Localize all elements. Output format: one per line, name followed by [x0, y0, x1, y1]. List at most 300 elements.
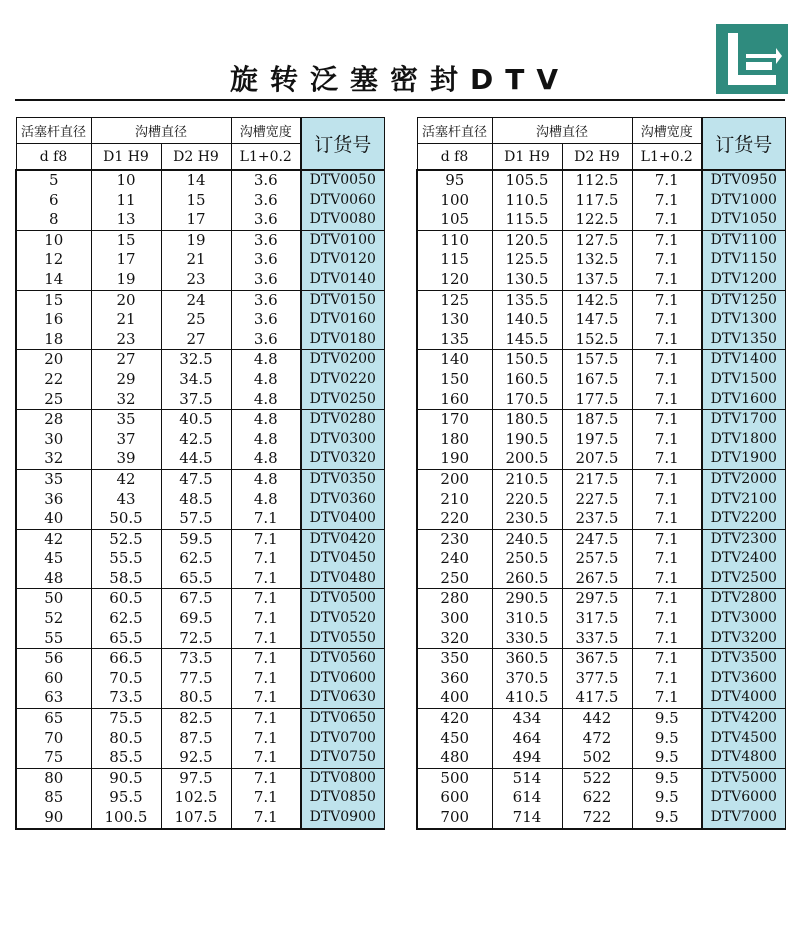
- cell-order-no: DTV0800: [301, 768, 384, 788]
- cell-d1: 230.5: [492, 509, 562, 529]
- cell-order-no: DTV0630: [301, 688, 384, 708]
- cell-d1: 50.5: [91, 509, 161, 529]
- table-row: [417, 350, 785, 370]
- table-row: [16, 469, 384, 489]
- table-row: [16, 768, 384, 788]
- cell-rod-diameter: 5: [16, 170, 91, 191]
- cell-groove-width: 7.1: [632, 688, 702, 708]
- cell-rod-diameter: 300: [417, 609, 492, 629]
- cell-rod-diameter: 56: [16, 649, 91, 669]
- cell-groove-width: 4.8: [231, 350, 301, 370]
- table-row: [16, 410, 384, 430]
- cell-rod-diameter: 160: [417, 390, 492, 410]
- cell-order-no: DTV0220: [301, 370, 384, 390]
- header-order-no: 订货号: [702, 118, 785, 171]
- header-rod-diameter: 活塞杆直径: [16, 118, 91, 144]
- cell-rod-diameter: 75: [16, 748, 91, 768]
- cell-groove-width: 7.1: [632, 649, 702, 669]
- cell-groove-width: 7.1: [231, 649, 301, 669]
- cell-order-no: DTV0900: [301, 808, 384, 829]
- cell-rod-diameter: 115: [417, 250, 492, 270]
- cell-d2: 32.5: [161, 350, 231, 370]
- cell-order-no: DTV0180: [301, 330, 384, 350]
- cell-groove-width: 4.8: [231, 430, 301, 450]
- cell-rod-diameter: 70: [16, 729, 91, 749]
- table-row: [417, 589, 785, 609]
- cell-order-no: DTV2200: [702, 509, 785, 529]
- table-row: [16, 688, 384, 708]
- cell-d1: 80.5: [91, 729, 161, 749]
- cell-d1: 90.5: [91, 768, 161, 788]
- cell-d2: 187.5: [562, 410, 632, 430]
- cell-groove-width: 3.6: [231, 290, 301, 310]
- cell-groove-width: 7.1: [231, 549, 301, 569]
- cell-rod-diameter: 120: [417, 270, 492, 290]
- cell-d2: 522: [562, 768, 632, 788]
- spec-table-right-body: [417, 170, 785, 829]
- cell-d1: 200.5: [492, 449, 562, 469]
- cell-order-no: DTV2300: [702, 529, 785, 549]
- cell-order-no: DTV0560: [301, 649, 384, 669]
- cell-groove-width: 3.6: [231, 210, 301, 230]
- cell-groove-width: 7.1: [632, 390, 702, 410]
- table-row: [16, 569, 384, 589]
- cell-d1: 20: [91, 290, 161, 310]
- cell-d2: 157.5: [562, 350, 632, 370]
- cell-groove-width: 7.1: [231, 709, 301, 729]
- cell-d2: 417.5: [562, 688, 632, 708]
- cell-order-no: DTV0120: [301, 250, 384, 270]
- cell-d2: 23: [161, 270, 231, 290]
- cell-rod-diameter: 140: [417, 350, 492, 370]
- cell-groove-width: 7.1: [632, 350, 702, 370]
- cell-rod-diameter: 60: [16, 669, 91, 689]
- cell-d2: 27: [161, 330, 231, 350]
- cell-d2: 217.5: [562, 469, 632, 489]
- table-row: [417, 549, 785, 569]
- header-order-no: 订货号: [301, 118, 384, 171]
- cell-d1: 250.5: [492, 549, 562, 569]
- cell-d1: 58.5: [91, 569, 161, 589]
- cell-rod-diameter: 700: [417, 808, 492, 829]
- cell-d1: 100.5: [91, 808, 161, 829]
- cell-rod-diameter: 80: [16, 768, 91, 788]
- cell-order-no: DTV1350: [702, 330, 785, 350]
- cell-d1: 73.5: [91, 688, 161, 708]
- cell-order-no: DTV0950: [702, 170, 785, 191]
- table-row: [417, 370, 785, 390]
- cell-groove-width: 7.1: [231, 589, 301, 609]
- table-row: [417, 270, 785, 290]
- cell-d1: 105.5: [492, 170, 562, 191]
- cell-d2: 19: [161, 230, 231, 250]
- cell-order-no: DTV0500: [301, 589, 384, 609]
- cell-d1: 32: [91, 390, 161, 410]
- header-d2-h9: D2 H9: [562, 144, 632, 171]
- cell-order-no: DTV0280: [301, 410, 384, 430]
- table-row: [417, 688, 785, 708]
- cell-d1: 17: [91, 250, 161, 270]
- cell-d1: 65.5: [91, 629, 161, 649]
- table-row: [16, 191, 384, 211]
- cell-groove-width: 7.1: [231, 688, 301, 708]
- cell-groove-width: 7.1: [231, 768, 301, 788]
- cell-order-no: DTV0600: [301, 669, 384, 689]
- table-row: [16, 529, 384, 549]
- table-row: [417, 410, 785, 430]
- table-row: [16, 350, 384, 370]
- cell-rod-diameter: 480: [417, 748, 492, 768]
- cell-order-no: DTV4500: [702, 729, 785, 749]
- table-row: [417, 768, 785, 788]
- cell-d1: 330.5: [492, 629, 562, 649]
- cell-d1: 180.5: [492, 410, 562, 430]
- cell-d2: 42.5: [161, 430, 231, 450]
- cell-d1: 170.5: [492, 390, 562, 410]
- cell-groove-width: 9.5: [632, 709, 702, 729]
- cell-groove-width: 3.6: [231, 330, 301, 350]
- table-row: [417, 748, 785, 768]
- cell-rod-diameter: 105: [417, 210, 492, 230]
- table-row: [16, 748, 384, 768]
- cell-d1: 370.5: [492, 669, 562, 689]
- table-row: [417, 170, 785, 191]
- cell-rod-diameter: 240: [417, 549, 492, 569]
- cell-order-no: DTV1600: [702, 390, 785, 410]
- cell-d2: 112.5: [562, 170, 632, 191]
- cell-rod-diameter: 150: [417, 370, 492, 390]
- cell-d2: 337.5: [562, 629, 632, 649]
- cell-groove-width: 3.6: [231, 310, 301, 330]
- cell-d1: 360.5: [492, 649, 562, 669]
- cell-rod-diameter: 130: [417, 310, 492, 330]
- cell-rod-diameter: 30: [16, 430, 91, 450]
- cell-rod-diameter: 14: [16, 270, 91, 290]
- cell-order-no: DTV0550: [301, 629, 384, 649]
- cell-rod-diameter: 63: [16, 688, 91, 708]
- cell-d2: 80.5: [161, 688, 231, 708]
- cell-groove-width: 7.1: [231, 569, 301, 589]
- cell-d2: 34.5: [161, 370, 231, 390]
- cell-d2: 77.5: [161, 669, 231, 689]
- table-row: [417, 310, 785, 330]
- cell-rod-diameter: 135: [417, 330, 492, 350]
- table-row: [16, 709, 384, 729]
- cell-rod-diameter: 42: [16, 529, 91, 549]
- cell-groove-width: 9.5: [632, 748, 702, 768]
- cell-d1: 23: [91, 330, 161, 350]
- table-row: [16, 250, 384, 270]
- cell-d2: 65.5: [161, 569, 231, 589]
- table-row: [16, 509, 384, 529]
- cell-groove-width: 7.1: [632, 270, 702, 290]
- table-row: [417, 230, 785, 250]
- cell-rod-diameter: 48: [16, 569, 91, 589]
- cell-d2: 167.5: [562, 370, 632, 390]
- cell-d2: 267.5: [562, 569, 632, 589]
- cell-rod-diameter: 180: [417, 430, 492, 450]
- cell-d1: 120.5: [492, 230, 562, 250]
- cell-groove-width: 7.1: [632, 449, 702, 469]
- cell-groove-width: 7.1: [231, 669, 301, 689]
- cell-rod-diameter: 350: [417, 649, 492, 669]
- cell-order-no: DTV0700: [301, 729, 384, 749]
- cell-d1: 66.5: [91, 649, 161, 669]
- cell-order-no: DTV2800: [702, 589, 785, 609]
- cell-d2: 237.5: [562, 509, 632, 529]
- cell-d2: 24: [161, 290, 231, 310]
- cell-groove-width: 7.1: [231, 808, 301, 829]
- header-groove-diameter: 沟槽直径: [91, 118, 231, 144]
- cell-rod-diameter: 100: [417, 191, 492, 211]
- cell-order-no: DTV0160: [301, 310, 384, 330]
- cell-groove-width: 7.1: [231, 748, 301, 768]
- table-row: [16, 490, 384, 510]
- cell-d1: 125.5: [492, 250, 562, 270]
- cell-groove-width: 9.5: [632, 768, 702, 788]
- cell-d2: 92.5: [161, 748, 231, 768]
- table-row: [16, 609, 384, 629]
- cell-d2: 37.5: [161, 390, 231, 410]
- table-row: [16, 649, 384, 669]
- table-row: [417, 569, 785, 589]
- cell-d2: 97.5: [161, 768, 231, 788]
- cell-d2: 107.5: [161, 808, 231, 829]
- cell-d2: 207.5: [562, 449, 632, 469]
- cell-d2: 17: [161, 210, 231, 230]
- cell-rod-diameter: 20: [16, 350, 91, 370]
- cell-order-no: DTV2400: [702, 549, 785, 569]
- table-row: [16, 589, 384, 609]
- cell-d1: 39: [91, 449, 161, 469]
- table-row: [16, 170, 384, 191]
- table-row: [417, 629, 785, 649]
- cell-d2: 15: [161, 191, 231, 211]
- cell-d1: 290.5: [492, 589, 562, 609]
- table-row: [417, 709, 785, 729]
- cell-groove-width: 7.1: [632, 569, 702, 589]
- cell-d1: 410.5: [492, 688, 562, 708]
- cell-order-no: DTV0320: [301, 449, 384, 469]
- cell-order-no: DTV1000: [702, 191, 785, 211]
- cell-order-no: DTV4200: [702, 709, 785, 729]
- cell-groove-width: 7.1: [632, 629, 702, 649]
- table-row: [417, 808, 785, 829]
- cell-groove-width: 7.1: [231, 629, 301, 649]
- cell-order-no: DTV1250: [702, 290, 785, 310]
- cell-rod-diameter: 210: [417, 490, 492, 510]
- cell-groove-width: 3.6: [231, 170, 301, 191]
- cell-rod-diameter: 110: [417, 230, 492, 250]
- cell-order-no: DTV0520: [301, 609, 384, 629]
- cell-d2: 102.5: [161, 788, 231, 808]
- cell-groove-width: 7.1: [632, 230, 702, 250]
- cell-order-no: DTV2100: [702, 490, 785, 510]
- cell-order-no: DTV0080: [301, 210, 384, 230]
- table-row: [16, 390, 384, 410]
- cell-d2: 47.5: [161, 469, 231, 489]
- cell-rod-diameter: 360: [417, 669, 492, 689]
- table-row: [16, 629, 384, 649]
- cell-order-no: DTV3200: [702, 629, 785, 649]
- cell-d2: 122.5: [562, 210, 632, 230]
- cell-rod-diameter: 28: [16, 410, 91, 430]
- cell-d1: 434: [492, 709, 562, 729]
- cell-rod-diameter: 170: [417, 410, 492, 430]
- header-rod-diameter: 活塞杆直径: [417, 118, 492, 144]
- cell-order-no: DTV5000: [702, 768, 785, 788]
- cell-d2: 142.5: [562, 290, 632, 310]
- cell-rod-diameter: 35: [16, 469, 91, 489]
- cell-rod-diameter: 500: [417, 768, 492, 788]
- header-d-f8: d f8: [417, 144, 492, 171]
- cell-rod-diameter: 15: [16, 290, 91, 310]
- cell-order-no: DTV4000: [702, 688, 785, 708]
- cell-rod-diameter: 52: [16, 609, 91, 629]
- cell-d1: 140.5: [492, 310, 562, 330]
- cell-groove-width: 3.6: [231, 191, 301, 211]
- cell-d1: 60.5: [91, 589, 161, 609]
- cell-order-no: DTV0060: [301, 191, 384, 211]
- table-row: [417, 529, 785, 549]
- cell-d2: 152.5: [562, 330, 632, 350]
- cell-rod-diameter: 450: [417, 729, 492, 749]
- table-row: [417, 469, 785, 489]
- cell-groove-width: 9.5: [632, 729, 702, 749]
- cell-rod-diameter: 6: [16, 191, 91, 211]
- table-row: [417, 430, 785, 450]
- cell-d2: 59.5: [161, 529, 231, 549]
- cell-d1: 52.5: [91, 529, 161, 549]
- cell-rod-diameter: 400: [417, 688, 492, 708]
- cell-rod-diameter: 90: [16, 808, 91, 829]
- cell-d2: 132.5: [562, 250, 632, 270]
- table-row: [16, 788, 384, 808]
- cell-groove-width: 4.8: [231, 490, 301, 510]
- cell-groove-width: 4.8: [231, 370, 301, 390]
- cell-d2: 62.5: [161, 549, 231, 569]
- cell-d1: 37: [91, 430, 161, 450]
- cell-order-no: DTV3500: [702, 649, 785, 669]
- cell-d2: 247.5: [562, 529, 632, 549]
- cell-order-no: DTV0450: [301, 549, 384, 569]
- cell-rod-diameter: 45: [16, 549, 91, 569]
- cell-d2: 227.5: [562, 490, 632, 510]
- cell-rod-diameter: 40: [16, 509, 91, 529]
- cell-groove-width: 4.8: [231, 449, 301, 469]
- table-row: [16, 210, 384, 230]
- cell-order-no: DTV7000: [702, 808, 785, 829]
- cell-d2: 137.5: [562, 270, 632, 290]
- cell-rod-diameter: 36: [16, 490, 91, 510]
- cell-d1: 95.5: [91, 788, 161, 808]
- header-groove-width: 沟槽宽度: [231, 118, 301, 144]
- logo-mark: [716, 24, 788, 94]
- cell-rod-diameter: 95: [417, 170, 492, 191]
- cell-groove-width: 7.1: [632, 430, 702, 450]
- table-row: [417, 390, 785, 410]
- table-row: [417, 250, 785, 270]
- table-row: [417, 649, 785, 669]
- cell-d1: 35: [91, 410, 161, 430]
- cell-d2: 69.5: [161, 609, 231, 629]
- cell-groove-width: 7.1: [632, 370, 702, 390]
- cell-d2: 622: [562, 788, 632, 808]
- cell-rod-diameter: 12: [16, 250, 91, 270]
- cell-groove-width: 7.1: [231, 609, 301, 629]
- cell-rod-diameter: 250: [417, 569, 492, 589]
- table-row: [16, 808, 384, 829]
- cell-d2: 367.5: [562, 649, 632, 669]
- cell-order-no: DTV0400: [301, 509, 384, 529]
- cell-groove-width: 4.8: [231, 390, 301, 410]
- cell-groove-width: 7.1: [632, 191, 702, 211]
- cell-d2: 82.5: [161, 709, 231, 729]
- cell-d2: 14: [161, 170, 231, 191]
- cell-d1: 614: [492, 788, 562, 808]
- cell-rod-diameter: 280: [417, 589, 492, 609]
- cell-d1: 55.5: [91, 549, 161, 569]
- cell-rod-diameter: 55: [16, 629, 91, 649]
- cell-order-no: DTV0360: [301, 490, 384, 510]
- cell-rod-diameter: 16: [16, 310, 91, 330]
- cell-rod-diameter: 65: [16, 709, 91, 729]
- header-d1-h9: D1 H9: [91, 144, 161, 171]
- table-row: [16, 230, 384, 250]
- cell-groove-width: 7.1: [632, 669, 702, 689]
- cell-d1: 130.5: [492, 270, 562, 290]
- cell-groove-width: 7.1: [632, 589, 702, 609]
- cell-d1: 310.5: [492, 609, 562, 629]
- cell-d2: 722: [562, 808, 632, 829]
- cell-d2: 442: [562, 709, 632, 729]
- cell-order-no: DTV0480: [301, 569, 384, 589]
- table-row: [417, 729, 785, 749]
- cell-rod-diameter: 8: [16, 210, 91, 230]
- cell-groove-width: 7.1: [632, 609, 702, 629]
- header-groove-width: 沟槽宽度: [632, 118, 702, 144]
- table-row: [417, 490, 785, 510]
- title-divider: [15, 99, 785, 101]
- cell-d1: 145.5: [492, 330, 562, 350]
- spec-table-right: [416, 117, 786, 830]
- cell-d2: 257.5: [562, 549, 632, 569]
- table-row: [16, 729, 384, 749]
- cell-d2: 377.5: [562, 669, 632, 689]
- cell-d2: 67.5: [161, 589, 231, 609]
- cell-d2: 57.5: [161, 509, 231, 529]
- cell-d1: 160.5: [492, 370, 562, 390]
- cell-d1: 43: [91, 490, 161, 510]
- table-row: [16, 370, 384, 390]
- cell-d2: 40.5: [161, 410, 231, 430]
- table-row: [16, 330, 384, 350]
- table-row: [16, 270, 384, 290]
- cell-order-no: DTV1500: [702, 370, 785, 390]
- cell-groove-width: 3.6: [231, 270, 301, 290]
- cell-d2: 127.5: [562, 230, 632, 250]
- cell-d2: 87.5: [161, 729, 231, 749]
- cell-order-no: DTV2500: [702, 569, 785, 589]
- cell-groove-width: 7.1: [231, 509, 301, 529]
- table-row: [16, 290, 384, 310]
- cell-rod-diameter: 10: [16, 230, 91, 250]
- cell-d1: 10: [91, 170, 161, 191]
- cell-order-no: DTV1800: [702, 430, 785, 450]
- cell-d2: 73.5: [161, 649, 231, 669]
- cell-order-no: DTV0300: [301, 430, 384, 450]
- header-groove-diameter: 沟槽直径: [492, 118, 632, 144]
